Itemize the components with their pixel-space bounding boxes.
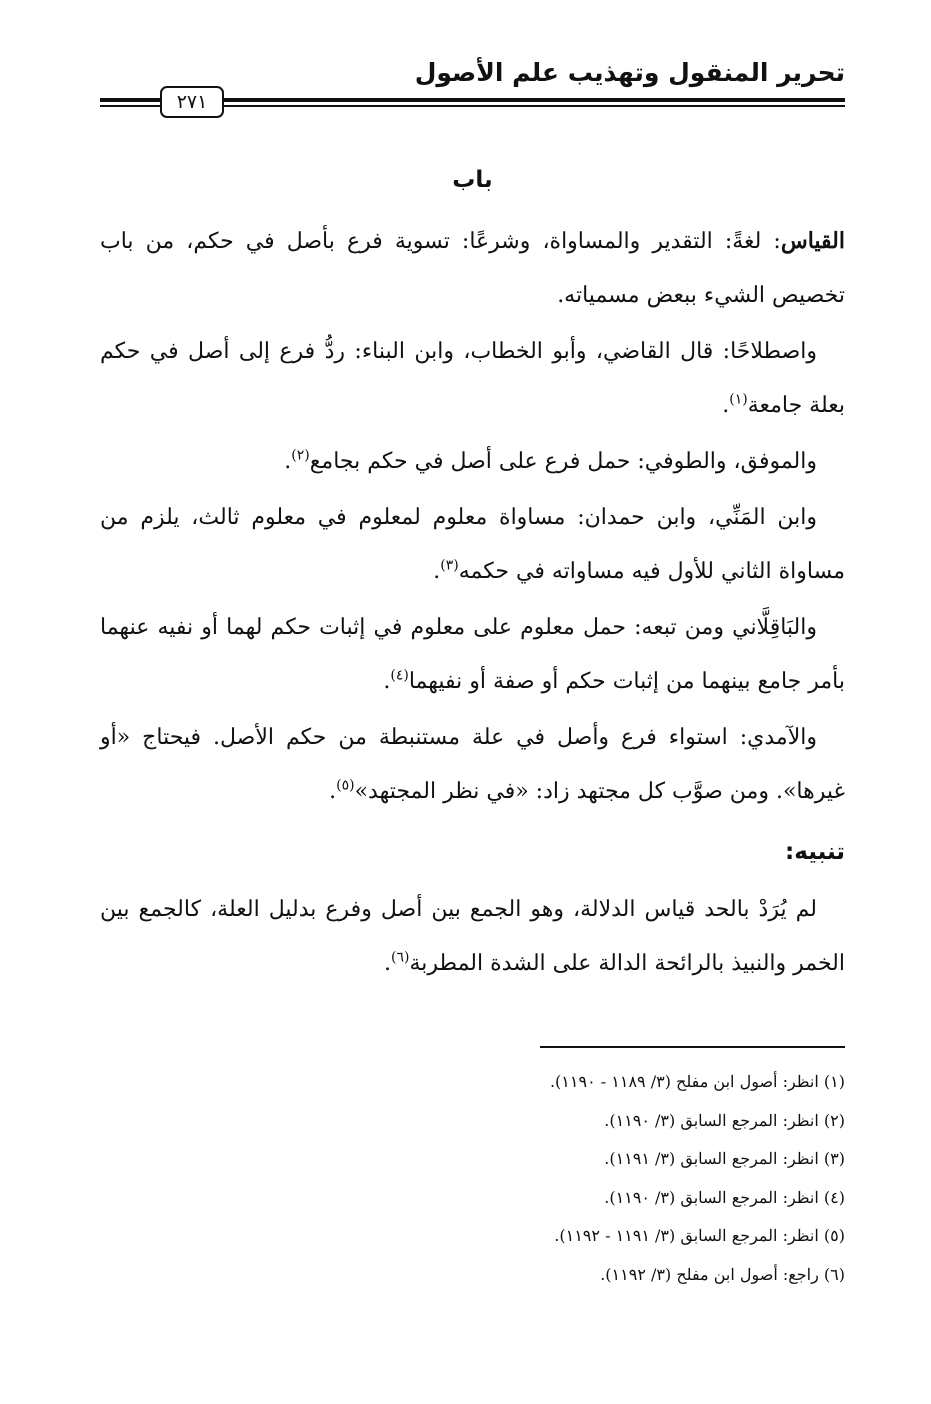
paragraph-muwaffaq: والموفق، والطوفي: حمل فرع على أصل في حكم بجامع$^{(٢)}$. xyxy=(284,447,817,474)
paragraph-ibn-almanni: وابن المَنِّي، وابن حمدان: مساواة معلوم لمعلوم في معلوم ثالث، يلزم من مساواة الثاني للأول فيه مساواته في حكمه$^{(٣)}$. xyxy=(100,505,845,584)
footnote-5: (٥) انظر: المرجع السابق (٣/ ١١٩١ - ١١٩٢). xyxy=(554,1226,845,1245)
main-text xyxy=(100,160,845,993)
footnote-separator xyxy=(540,1046,845,1048)
footnote-6: (٦) راجع: أصول ابن مفلح (٣/ ١١٩٢). xyxy=(600,1264,845,1284)
paragraph-text: : لغةً: التقدير والمساواة، وشرعًا: تسوية فرع بأصل في حكم، من باب تخصيص الشيء ببعض مسمياته. xyxy=(100,229,845,308)
paragraph-text: لم يُرَدْ بالحد قياس الدلالة، وهو الجمع بين أصل وفرع بدليل العلة، كالجمع بين الخمر والنبيذ بالرائحة الدالة على الشدة المطربة xyxy=(100,897,845,976)
footnote-ref[interactable]: (٥) xyxy=(336,777,355,794)
footnote-2: (٢) انظر: المرجع السابق (٣/ ١١٩٠). xyxy=(604,1110,845,1130)
paragraph-text: والآمدي: استواء فرع وأصل في علة مستنبطة من حكم الأصل. فيحتاج «أو غيرها». ومن صوَّب كل مجتهد زاد: «في نظر المجتهد» xyxy=(100,725,845,804)
running-title: تحرير المنقول وتهذيب علم الأصول xyxy=(414,58,845,87)
footnote-ref[interactable]: (٦) xyxy=(391,949,410,966)
footnote-1: (١) انظر: أصول ابن مفلح (٣/ ١١٨٩ - ١١٩٠). xyxy=(549,1072,845,1091)
paragraph-text: واصطلاحًا: قال القاضي، وأبو الخطاب، وابن البناء: ردُّ فرع إلى أصل في حكم بعلة جامعة xyxy=(100,339,845,418)
footnote-ref[interactable]: (١) xyxy=(729,391,748,408)
footnotes xyxy=(245,1063,845,1294)
paragraph-text: والبَاقِلَّاني ومن تبعه: حمل معلوم على معلوم في إثبات حكم لهما أو نفيه عنهما بأمر جامع بينهما من إثبات حكم أو صفة أو نفيهما xyxy=(100,615,845,694)
footnote-ref[interactable]: (٢) xyxy=(291,447,310,464)
page-number: ٢٧١ xyxy=(160,86,224,118)
paragraph-baqillani: والبَاقِلَّاني ومن تبعه: حمل معلوم على معلوم في إثبات حكم لهما أو نفيه عنهما بأمر جامع بينهما من إثبات حكم أو صفة أو نفيهما$^{(٤)}$. xyxy=(100,615,845,694)
page-header xyxy=(100,58,845,128)
paragraph-amidi: والآمدي: استواء فرع وأصل في علة مستنبطة من حكم الأصل. فيحتاج «أو غيرها». ومن صوَّب كل مجتهد زاد: «في نظر المجتهد»$^{(٥)}$. xyxy=(100,725,845,804)
footnote-3: (٣) انظر: المرجع السابق (٣/ ١١٩١). xyxy=(604,1149,845,1168)
footnote-ref[interactable]: (٤) xyxy=(390,667,409,684)
paragraph-istilah: واصطلاحًا: قال القاضي، وأبو الخطاب، وابن البناء: ردُّ فرع إلى أصل في حكم بعلة جامعة$^{(١)}$. xyxy=(100,339,845,418)
paragraph-text: والموفق، والطوفي: حمل فرع على أصل في حكم بجامع xyxy=(309,449,817,474)
footnote-ref[interactable]: (٣) xyxy=(440,557,459,574)
defined-term: القياس xyxy=(780,228,846,254)
paragraph-notice: لم يُرَدْ بالحد قياس الدلالة، وهو الجمع بين أصل وفرع بدليل العلة، كالجمع بين الخمر والنبيذ بالرائحة الدالة على الشدة المطربة$^{(٦)}$. xyxy=(100,897,845,976)
footnote-4: (٤) انظر: المرجع السابق (٣/ ١١٩٠). xyxy=(604,1187,845,1207)
paragraph-text: وابن المَنِّي، وابن حمدان: مساواة معلوم لمعلوم في معلوم ثالث، يلزم من مساواة الثاني للأول فيه مساواته في حكمه xyxy=(100,505,845,584)
notice-heading: تنبيه: xyxy=(785,839,845,865)
paragraph-qiyas xyxy=(100,214,845,323)
section-heading: باب xyxy=(452,167,493,193)
